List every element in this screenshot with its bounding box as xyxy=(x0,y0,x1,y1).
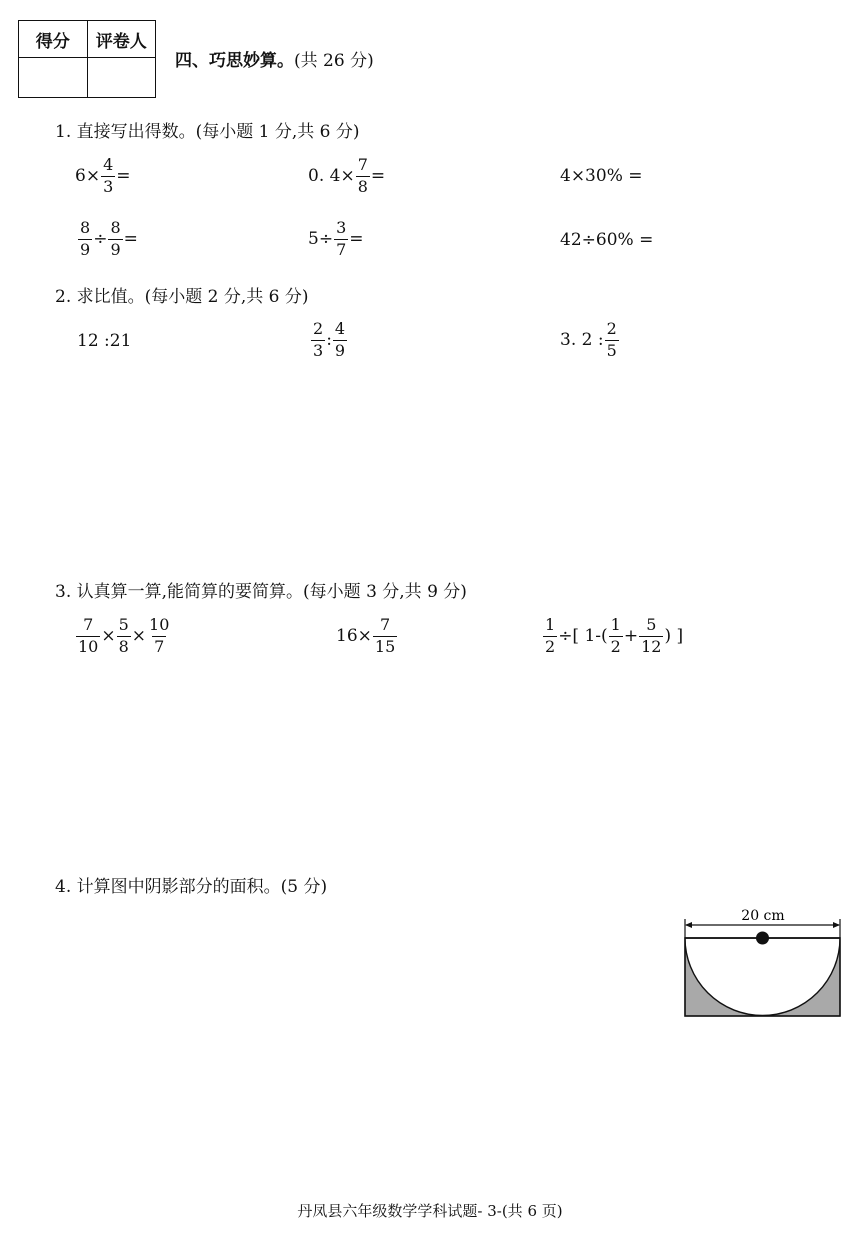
fraction: $\frac{3}{7}$ xyxy=(336,218,347,259)
q1-item-6: 42÷60% = xyxy=(560,230,654,250)
q3-item-1: $\frac{7}{10}$ × $\frac{5}{8}$ × $\frac{10}{7}$ xyxy=(78,615,170,656)
fraction: $\frac{7}{15}$ xyxy=(374,615,396,656)
fraction: $\frac{5}{12}$ xyxy=(641,615,662,656)
fraction: $\frac{2}{3}$ xyxy=(313,319,324,360)
section-heading: 四、巧思妙算。 xyxy=(175,51,294,71)
section-points: (共 26 分) xyxy=(294,51,374,71)
q3-title: 3. 认真算一算,能简算的要简算。(每小题 3 分,共 9 分) xyxy=(55,582,467,602)
q2-item-1: 12 :21 xyxy=(77,331,132,351)
fraction: $\frac{7}{8}$ xyxy=(357,155,368,196)
arrow-left-icon xyxy=(685,922,692,928)
shaded-area-diagram xyxy=(680,900,845,1022)
semicircle-figure xyxy=(680,900,845,1026)
section-title xyxy=(175,46,374,71)
fraction: $\frac{8}{9}$ xyxy=(80,218,91,259)
q3-item-3: $\frac{1}{2}$ ÷[ 1-( $\frac{1}{2}$ + $\frac{5}{12}$ ) ] xyxy=(545,615,684,656)
q1-item-5: 5÷ $\frac{3}{7}$ = xyxy=(308,218,364,259)
grader-cell[interactable] xyxy=(87,58,156,98)
score-cell[interactable] xyxy=(19,58,88,98)
q2-item-2: $\frac{2}{3}$ : $\frac{4}{9}$ xyxy=(313,319,346,360)
center-dot xyxy=(756,932,769,945)
fraction: $\frac{5}{8}$ xyxy=(118,615,129,656)
q4-title: 4. 计算图中阴影部分的面积。(5 分) xyxy=(55,877,328,897)
arrow-right-icon xyxy=(833,922,840,928)
fraction: $\frac{1}{2}$ xyxy=(545,615,556,656)
q1-title: 1. 直接写出得数。(每小题 1 分,共 6 分) xyxy=(55,122,360,142)
fraction: $\frac{4}{3}$ xyxy=(103,155,114,196)
q2-title: 2. 求比值。(每小题 2 分,共 6 分) xyxy=(55,287,309,307)
q3-item-2: 16× $\frac{7}{15}$ xyxy=(336,615,396,656)
width-label: 20 cm xyxy=(741,908,785,924)
score-box xyxy=(18,20,156,98)
q1-item-2: 0. 4× $\frac{7}{8}$ = xyxy=(308,155,386,196)
q1-item-3: 4×30% = xyxy=(560,166,643,186)
fraction: $\frac{10}{7}$ xyxy=(149,615,170,656)
score-header: 得分 xyxy=(19,21,88,58)
page-footer: 丹凤县六年级数学学科试题- 3-(共 6 页) xyxy=(297,1202,563,1220)
q1-item-4: $\frac{8}{9}$ ÷ $\frac{8}{9}$ = xyxy=(80,218,138,259)
fraction: $\frac{1}{2}$ xyxy=(610,615,621,656)
q1-item-1: 6× $\frac{4}{3}$ = xyxy=(75,155,131,196)
fraction: $\frac{7}{10}$ xyxy=(78,615,99,656)
fraction: $\frac{4}{9}$ xyxy=(334,319,346,360)
fraction: $\frac{8}{9}$ xyxy=(110,218,121,259)
q2-item-3: 3. 2 : $\frac{2}{5}$ xyxy=(560,319,617,360)
fraction: $\frac{2}{5}$ xyxy=(606,319,617,360)
grader-header: 评卷人 xyxy=(87,21,156,58)
